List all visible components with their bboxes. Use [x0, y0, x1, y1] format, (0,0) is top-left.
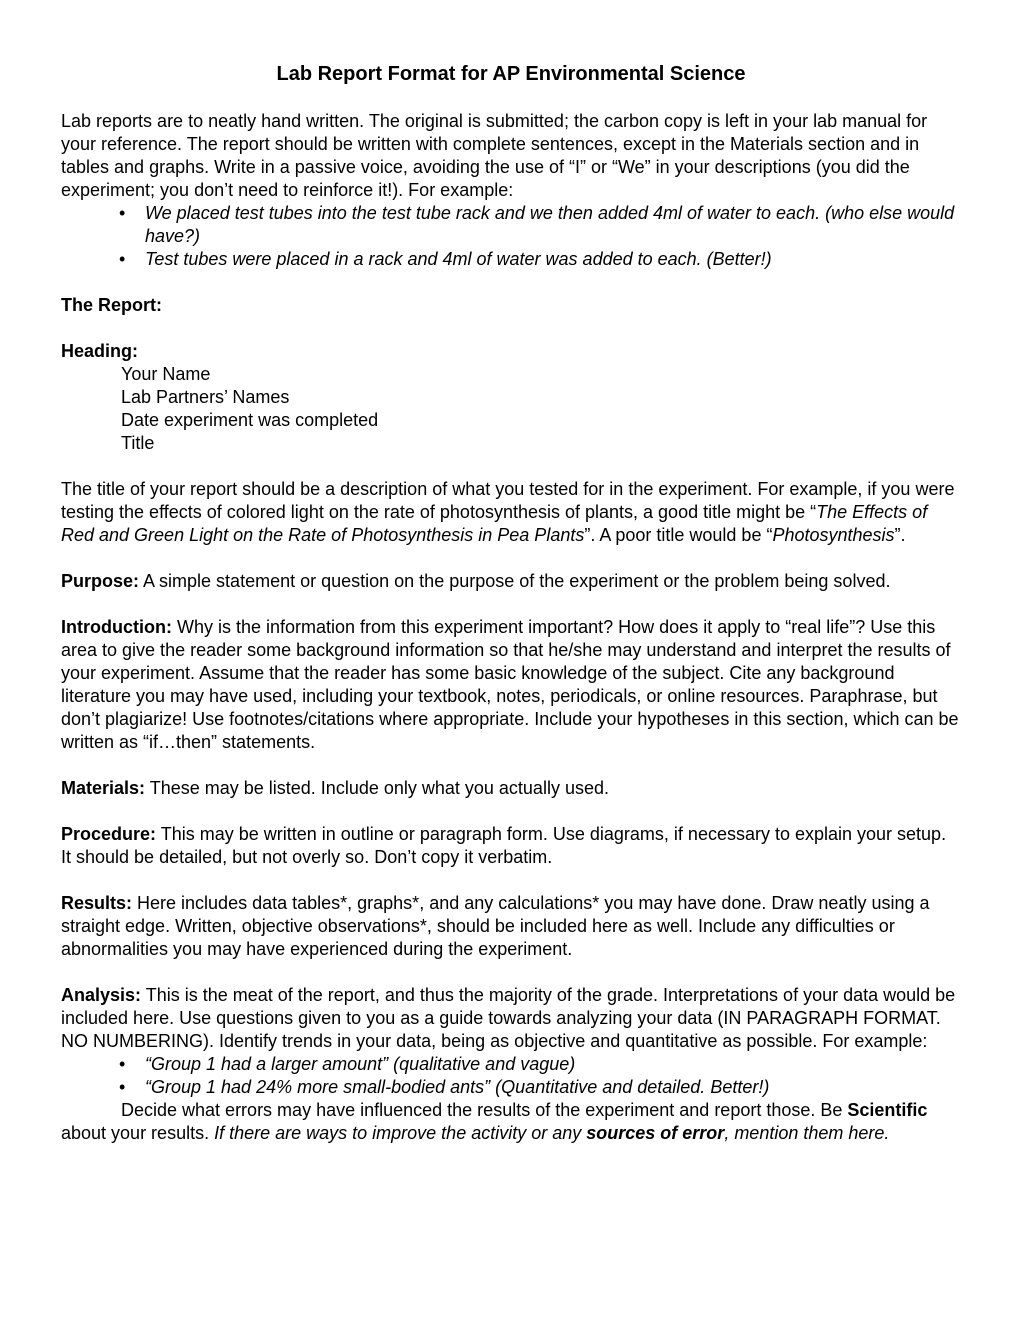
voice-examples-list — [61, 202, 961, 271]
section-label: Analysis: — [61, 985, 142, 1005]
section-label: Results: — [61, 893, 133, 913]
errors-paragraph: Decide what errors may have influenced the results of the experiment and report those. Be Scientific about your results. If there are ways to improve the activity or any sources of error, mention them here. — [61, 1100, 928, 1143]
section-label: Purpose: — [61, 571, 140, 591]
list-item: • We placed test tubes into the test tube rack and we then added 4ml of water to each. (who else would have?) — [119, 203, 955, 246]
heading-item: Date experiment was completed — [121, 410, 379, 430]
poor-title-example: Photosynthesis — [772, 525, 895, 545]
heading-item: Your Name — [121, 364, 211, 384]
analysis-examples-list — [61, 1053, 961, 1099]
heading-item: Title — [121, 433, 155, 453]
page-title: Lab Report Format for AP Environmental Science — [276, 63, 746, 85]
bullet-icon: • — [119, 1054, 126, 1074]
introduction-section: Introduction: Why is the information from this experiment important? How does it apply to “real life”? Use this area to give the reader some background information so that he/she may understand and interpret the results of your experiment. Assume that the reader has some basic knowledge of the subject. Cite any background literature you may have used, including your textbook, notes, periodicals, or online resources. Paraphrase, but don’t plagiarize! Use footnotes/citations where appropriate. Include your hypotheses in this section, which can be written as “if…then” statements. — [61, 617, 959, 752]
list-item: • Test tubes were placed in a rack and 4ml of water was added to each. (Better!) — [119, 249, 772, 269]
title-paragraph: The title of your report should be a description of what you tested for in the experiment. For example, if you were testing the effects of colored light on the rate of photosynthesis of plants, a good title might be “The Effects of Red and Green Light on the Rate of Photosynthesis in Pea Plants”. A poor title would be “Photosynthesis”. — [61, 479, 955, 545]
list-item: • “Group 1 had a larger amount” (qualitative and vague) — [119, 1054, 576, 1074]
bullet-icon: • — [119, 1077, 126, 1097]
bullet-icon: • — [119, 203, 126, 223]
document-page — [61, 62, 961, 1145]
section-label: Introduction: — [61, 617, 172, 637]
analysis-section: Analysis: This is the meat of the report, and thus the majority of the grade. Interpretations of your data would be included here. Use questions given to you as a guide towards analyzing your data (IN PARAGRAPH FORMAT. NO NUMBERING). Identify trends in your data, being as objective and quantitative as possible. For example: — [61, 985, 956, 1051]
bullet-icon: • — [119, 249, 126, 269]
report-heading: The Report: — [61, 295, 162, 315]
section-label: Procedure: — [61, 824, 157, 844]
purpose-section: Purpose: A simple statement or question on the purpose of the experiment or the problem being solved. — [61, 571, 891, 591]
section-label: Materials: — [61, 778, 146, 798]
list-item: • “Group 1 had 24% more small-bodied ants” (Quantitative and detailed. Better!) — [119, 1077, 770, 1097]
results-section: Results: Here includes data tables*, graphs*, and any calculations* you may have done. Draw neatly using a straight edge. Written, objective observations*, should be included here as well. Include any difficulties or abnormalities you may have experienced during the experiment. — [61, 893, 930, 959]
heading-label: Heading: — [61, 341, 139, 361]
procedure-section: Procedure: This may be written in outline or paragraph form. Use diagrams, if necessary to explain your setup. It should be detailed, but not overly so. Don’t copy it verbatim. — [61, 824, 947, 867]
good-title-example: The Effects of Red and Green Light on the Rate of Photosynthesis in Pea Plants — [61, 502, 928, 545]
heading-items — [61, 363, 961, 455]
heading-item: Lab Partners’ Names — [121, 387, 290, 407]
materials-section: Materials: These may be listed. Include only what you actually used. — [61, 778, 609, 798]
intro-paragraph: Lab reports are to neatly hand written. The original is submitted; the carbon copy is left in your lab manual for your reference. The report should be written with complete sentences, except in the Materials section and in tables and graphs. Write in a passive voice, avoiding the use of “I” or “We” in your descriptions (you did the experiment; you don’t need to reinforce it!). For example: — [61, 111, 928, 200]
